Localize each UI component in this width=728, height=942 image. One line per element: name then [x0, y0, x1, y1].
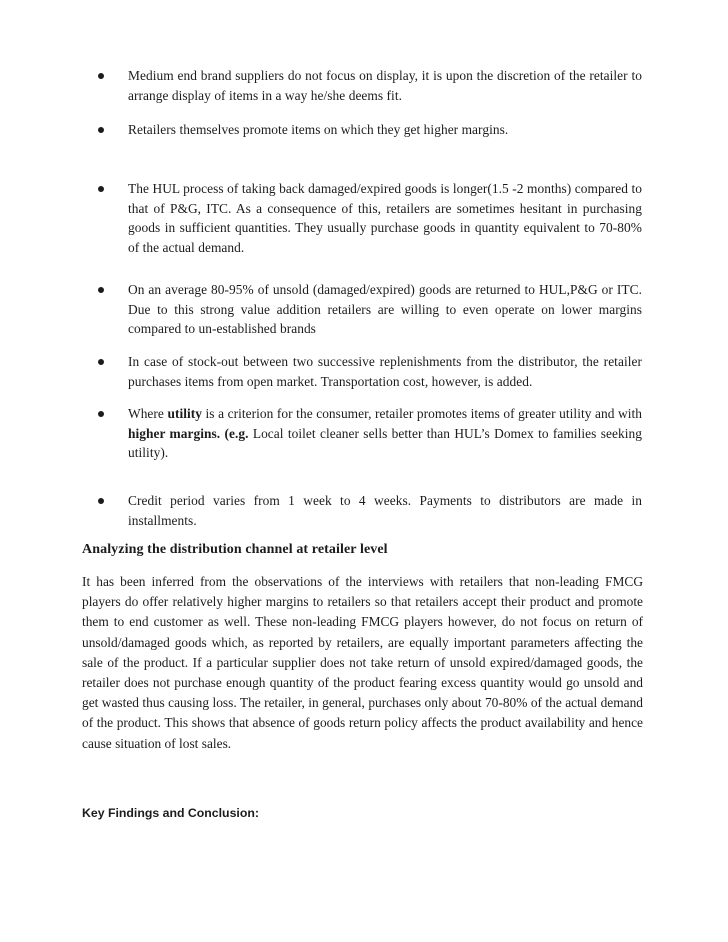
bullet-text: On an average 80-95% of unsold (damaged/expired) goods are returned to HUL,P&G or ITC. Due to this strong value addition retailers are willing to even operate on lower margins compared to un-established brands — [128, 282, 642, 337]
bullet-text: Retailers themselves promote items on which they get higher margins. — [128, 122, 509, 137]
bullet-item — [92, 66, 652, 105]
bullet-item — [92, 280, 652, 339]
bullet-item — [92, 179, 652, 257]
bullet-text: In case of stock-out between two successive replenishments from the distributor, the retailer purchases items from open market. Transportation cost, however, is added. — [128, 354, 642, 389]
section-heading: Analyzing the distribution channel at retailer level — [82, 542, 388, 557]
bullet-item — [92, 352, 652, 391]
bullet-dot-icon — [98, 498, 104, 504]
text-run: Local toilet cleaner sells better than HUL’s Domex to families seeking utility). — [128, 425, 642, 461]
bullet-item — [92, 120, 652, 140]
bullet-dot-icon — [98, 186, 104, 192]
bullet-item — [92, 404, 652, 463]
bullet-text: Credit period varies from 1 week to 4 weeks. Payments to distributors are made in installments. — [128, 493, 642, 528]
bullet-dot-icon — [98, 359, 104, 365]
bullet-text: The HUL process of taking back damaged/expired goods is longer(1.5 -2 months) compared to that of P&G, ITC. As a consequence of this, retailers are sometimes hesitant in purchasing goods in sufficient quantities. They usually purchase goods in quantity equivalent to 70-80% of the actual demand. — [128, 181, 642, 255]
findings-heading: Key Findings and Conclusion: — [82, 806, 259, 820]
bullet-dot-icon — [98, 287, 104, 293]
bullet-item — [92, 491, 652, 530]
body-paragraph: It has been inferred from the observations of the interviews with retailers that non-leading FMCG players do offer relatively higher margins to retailers so that retailers accept their product and promote them to end customer as well. These non-leading FMCG players however, do not focus on return of unsold/damaged goods which, as reported by retailers, are equally important parameters affecting the sale of the product. If a particular supplier does not take return of unsold expired/damaged goods, the retailer does not purchase enough quantity of the product fearing excess quantity would go unsold and get wasted thus causing loss. The retailer, in general, purchases only about 70-80% of the actual demand of the product. This shows that absence of goods return policy affects the product availability and hence cause situation of lost sales. — [82, 574, 643, 751]
bullet-dot-icon — [98, 411, 104, 417]
bullet-dot-icon — [98, 127, 104, 133]
bold-text-run: utility — [167, 406, 203, 421]
bullet-text-rich — [128, 404, 642, 463]
bullet-text: Medium end brand suppliers do not focus on display, it is upon the discretion of the retailer to arrange display of items in a way he/she deems fit. — [128, 68, 642, 103]
text-run: Where — [128, 406, 168, 421]
bullet-dot-icon — [98, 73, 104, 79]
text-run: is a criterion for the consumer, retailer promotes items of greater utility and with — [202, 406, 643, 421]
bold-text-run: higher margins. (e.g. — [128, 425, 249, 441]
